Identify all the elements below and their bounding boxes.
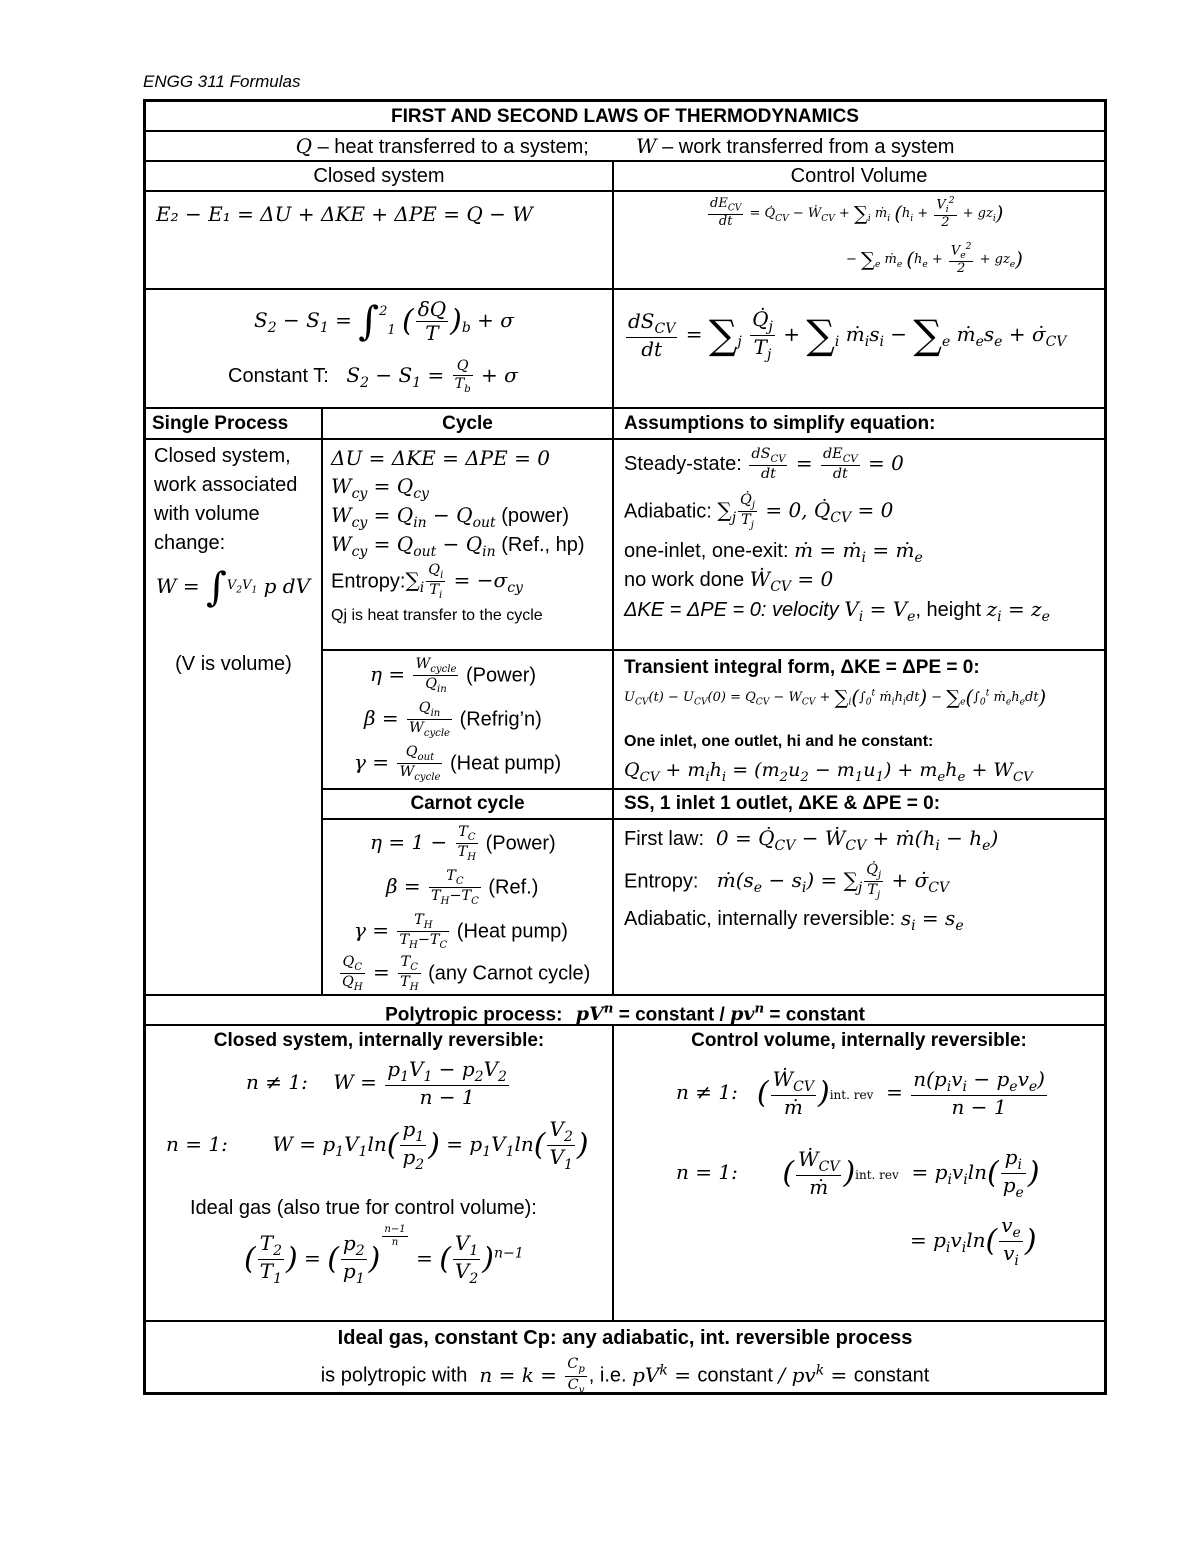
carnot-heat-pump: γ = $\frac{T_H}{T_H-T_C}$ (Heat pump) <box>354 912 568 952</box>
heat-pump-cop: γ = $\frac{Q_{out}}{W_{cycle}}$ (Heat pump) <box>354 744 562 784</box>
ss-entropy: Entropy: $ṁ(s_e - s_i) = \sum_j$ $\frac{Q̇_j}{T_j}$ + $\sigmȧ_{CV}$ <box>624 862 950 902</box>
w-definition: – work transferred from a system <box>662 136 955 158</box>
constant-label: constant <box>697 1364 773 1387</box>
ss-entropy-label: Entropy: <box>624 870 699 893</box>
cv-energy-equation: $\frac{dE_{CV}}{dt}$ = $Q̇_{CV}$ − Ẇ$_{CV}$ + $\sum_i$ ṁ$_i$ ($h_i$ + $\frac{V_i^2}{2}$ + $gz_i$) <box>710 196 1004 231</box>
closed-reversible-header: Closed system, internally reversible: <box>213 1030 545 1051</box>
q-symbol: Q <box>295 134 313 158</box>
section-title: FIRST AND SECOND LAWS OF THERMODYNAMICS <box>391 106 859 127</box>
int-rev-label: int. rev <box>855 1168 899 1183</box>
ideal-gas-cp-line1 <box>146 1324 1104 1354</box>
cycle-entropy: $Entropy:\sum_i$ $\frac{Q_i}{T_i}$ = $-\sigma_{cy}$ <box>331 562 523 602</box>
polytropic-with-label: is polytropic with <box>320 1364 468 1387</box>
power-note: (power) <box>501 505 569 527</box>
refrigeration-cop: β = $\frac{Q_{in}}{W_{cycle}}$ (Refrig’n) <box>364 700 542 740</box>
boundary-work-equation: $W = \int^{V_2}V_1$ p dV <box>156 564 311 611</box>
divider <box>612 160 614 994</box>
carnot-power-label: (Power) <box>485 832 556 855</box>
constant-label: constant <box>853 1364 930 1387</box>
carnot-header: Carnot cycle <box>410 793 525 814</box>
cv-polytropic-1-alt: = $p_iv_i\ln$( $\frac{v_e}{v_i}$ ) <box>910 1213 1037 1270</box>
divider <box>146 407 1104 409</box>
divider <box>146 438 1104 440</box>
ideal-gas-cp-text: Ideal gas, constant Cp: any adiabatic, int. reversible process <box>337 1327 913 1349</box>
carnot-efficiency: η = 1 − $\frac{T_C}{T_H}$ (Power) <box>370 824 556 864</box>
single-process-header: Single Process <box>152 413 289 434</box>
power-label: (Power) <box>466 664 537 687</box>
no-work-label: no work done <box>624 569 745 591</box>
int-rev-label: int. rev <box>829 1088 874 1103</box>
polytropic-work-1: n = 1: $W = p_1V_1\ln$( $\frac{p_1}{p_2}$ ) = $p_1V_1\ln$( $\frac{V_2}{V_1}$ ) <box>166 1117 589 1174</box>
definitions-row <box>146 132 1104 160</box>
steady-state-assumption: Steady-state: $\frac{dS_{CV}}{dt}$ = $\frac{dE_{CV}}{dt}$ = 0 <box>624 446 904 483</box>
divider <box>321 407 323 994</box>
cycle-energy-zero: ΔU = ΔKE = ΔPE = 0 <box>331 446 550 470</box>
one-inlet-label: one-inlet, one-exit: <box>624 540 789 562</box>
ss-adiabatic: Adiabatic, internally reversible: $s_i = s_e$ <box>624 906 964 934</box>
steady-state-label: Steady-state: <box>624 453 742 476</box>
carnot-ref-label: (Ref.) <box>488 876 539 899</box>
q-definition: – heat transferred to a system; <box>317 136 589 158</box>
ref-hp-note: (Ref., hp) <box>501 534 585 556</box>
closed-energy-equation: E₂ − E₁ = ΔU + ΔKE + ΔPE = Q − W <box>156 202 533 226</box>
constant-t-entropy: Constant T: $S_2 - S_1$ = $\frac{Q}{T_b}$ + σ <box>228 358 518 395</box>
volume-note: (V is volume) <box>175 653 292 675</box>
divider <box>612 1024 614 1320</box>
divider <box>146 1320 1104 1322</box>
ideal-gas-relation: ( $\frac{T_2}{T_1}$ ) = ( $\frac{p_2}{p_1}$ ) $^{\frac{n-1}{n}}$ = ( $\frac{V_1}{V_2}$ )$^{n-1}$ <box>244 1224 524 1288</box>
formula-sheet <box>143 99 1107 1395</box>
polytropic-header-row: Polytropic process: $pV^n$ = constant / $pv^n$ = constant <box>385 1002 865 1024</box>
divider <box>146 190 1104 192</box>
transient-equation: $U_{CV}(t) - U_{CV}(0) = Q_{CV} - W_{CV} + \sum_i(\int_0^t$ $ṁ_ih_idt) - \sum_e(\int_0^t$ $ṁ_eh_edt$) <box>624 686 1047 709</box>
cv-reversible-header: Control volume, internally reversible: <box>691 1030 1027 1051</box>
cv-energy-equation-exit: − $\sum_e$ ṁ$_e$ ($h_e$ + $\frac{V_e^2}{2}$ + $gz_e$) <box>846 242 1023 277</box>
ideal-gas-note: Ideal gas (also true for control volume): <box>190 1197 537 1219</box>
ss-first-law: First law: $0 = Q̇_{CV}$ − Ẇ$_{CV}$ + $ṁ(h_i - h_e)$ <box>624 826 999 854</box>
cv-polytropic-n: n ≠ 1: ( $\frac{Ẇ_{CV}}{\text{ṁ}}$ )int. rev = $\frac{n(p_iv_i - p_ev_e)}{n - 1}$ <box>676 1067 1045 1120</box>
cycle-header: Cycle <box>442 413 493 434</box>
cv-polytropic-1: n = 1: ( $\frac{Ẇ_{CV}}{\text{ṁ}}$ )int. rev = $p_iv_i\ln$( $\frac{p_i}{p_e}$ ) <box>676 1145 1040 1202</box>
ke-pe-label: ΔKE = ΔPE = 0: velocity <box>624 599 839 621</box>
heat-pump-label: (Heat pump) <box>449 752 562 775</box>
no-work-assumption: no work done Ẇ$_{CV}$ = 0 <box>624 567 834 595</box>
closed-entropy-equation: $S_2 - S_1 = \int^21$ ( $\frac{\delta Q}{T}$ )$_b + \sigma$ <box>254 297 514 345</box>
divider <box>146 1024 1104 1026</box>
control-volume-header: Control Volume <box>790 165 928 187</box>
ideal-gas-cp-line2: is polytropic with n = k = $\frac{C_p}{C_v}$ , i.e. $pV^k$ = constant / $pv^k$ = constant <box>320 1356 930 1394</box>
refrig-label: (Refrig’n) <box>459 708 542 731</box>
one-inlet-assumption: one-inlet, one-exit: ṁ = ṁ$_i$ = ṁ$_e$ <box>624 538 923 566</box>
adiabatic-label: Adiabatic: <box>624 500 712 523</box>
closed-system-header: Closed system <box>313 165 445 187</box>
cv-entropy-equation: $\frac{dS_{CV}}{dt}$ = $\sum_j$ $\frac{Q̇_j}{T_j}$ + $\sum_i$ $ṁ_is_i - \sum_e$ $ṁ_es_e$ + $\sigmȧ_{CV}$ <box>628 307 1067 364</box>
cycle-ref-work: $W_{cy} = Q_{out} - Q_{in}$ (Ref., hp) <box>331 532 585 560</box>
one-inlet-outlet-note: One inlet, one outlet, hi and he constant: <box>624 733 934 750</box>
entropy-label: Entropy: <box>331 570 406 593</box>
divider <box>321 818 1104 820</box>
first-law-label: First law: <box>624 828 704 850</box>
adiabatic-rev-label: Adiabatic, internally reversible: <box>624 908 896 930</box>
w-symbol: W <box>635 134 657 158</box>
divider <box>321 649 1104 651</box>
transient-simplified: $Q_{CV} + m_ih_i = (m_2u_2 - m_1u_1) + m_eh_e + W_{CV}$ <box>624 759 1033 785</box>
transient-header: Transient integral form, ΔKE = ΔPE = 0: <box>624 657 980 678</box>
assumptions-header: Assumptions to simplify equation: <box>624 413 936 434</box>
divider <box>146 288 1104 290</box>
carnot-heat-pump-label: (Heat pump) <box>456 920 568 943</box>
document-title: ENGG 311 Formulas <box>143 72 301 91</box>
adiabatic-assumption: Adiabatic: $\sum_j$ $\frac{Q̇_j}{T_j}$ = 0, $Q̇_{CV} = 0$ <box>624 492 894 532</box>
cycle-work-net: $W_{cy} = Q_{cy}$ <box>331 474 429 502</box>
ie-label: , i.e. <box>588 1364 627 1387</box>
ss-header: SS, 1 inlet 1 outlet, ΔKE & ΔPE = 0: <box>624 793 941 814</box>
single-process-text: Closed system, work associated with volume change: <box>154 445 298 554</box>
constant-t-label: Constant T: <box>228 365 329 388</box>
carnot-ratio: $\frac{Q_C}{Q_H}$ = $\frac{T_C}{T_H}$ (any Carnot cycle) <box>342 954 591 994</box>
height-label: , height <box>915 599 982 621</box>
carnot-refrigeration: β = $\frac{T_C}{T_H-T_C}$ (Ref.) <box>386 868 539 908</box>
cycle-power-work: $W_{cy} = Q_{in} - Q_{out}$ (power) <box>331 503 569 531</box>
ke-pe-assumption: ΔKE = ΔPE = 0: velocity $V_i = V_e$, height $z_i = z_e$ <box>624 597 1050 625</box>
qj-note: Qj is heat transfer to the cycle <box>331 607 543 624</box>
polytropic-header: Polytropic process: <box>385 1004 563 1024</box>
polytropic-work-n: n ≠ 1: W = $\frac{p_1V_1 - p_2V_2}{n - 1}$ <box>246 1057 507 1110</box>
carnot-any-label: (any Carnot cycle) <box>428 962 591 985</box>
power-efficiency: η = $\frac{W_{cycle}}{Q_{in}}$ (Power) <box>370 656 537 696</box>
